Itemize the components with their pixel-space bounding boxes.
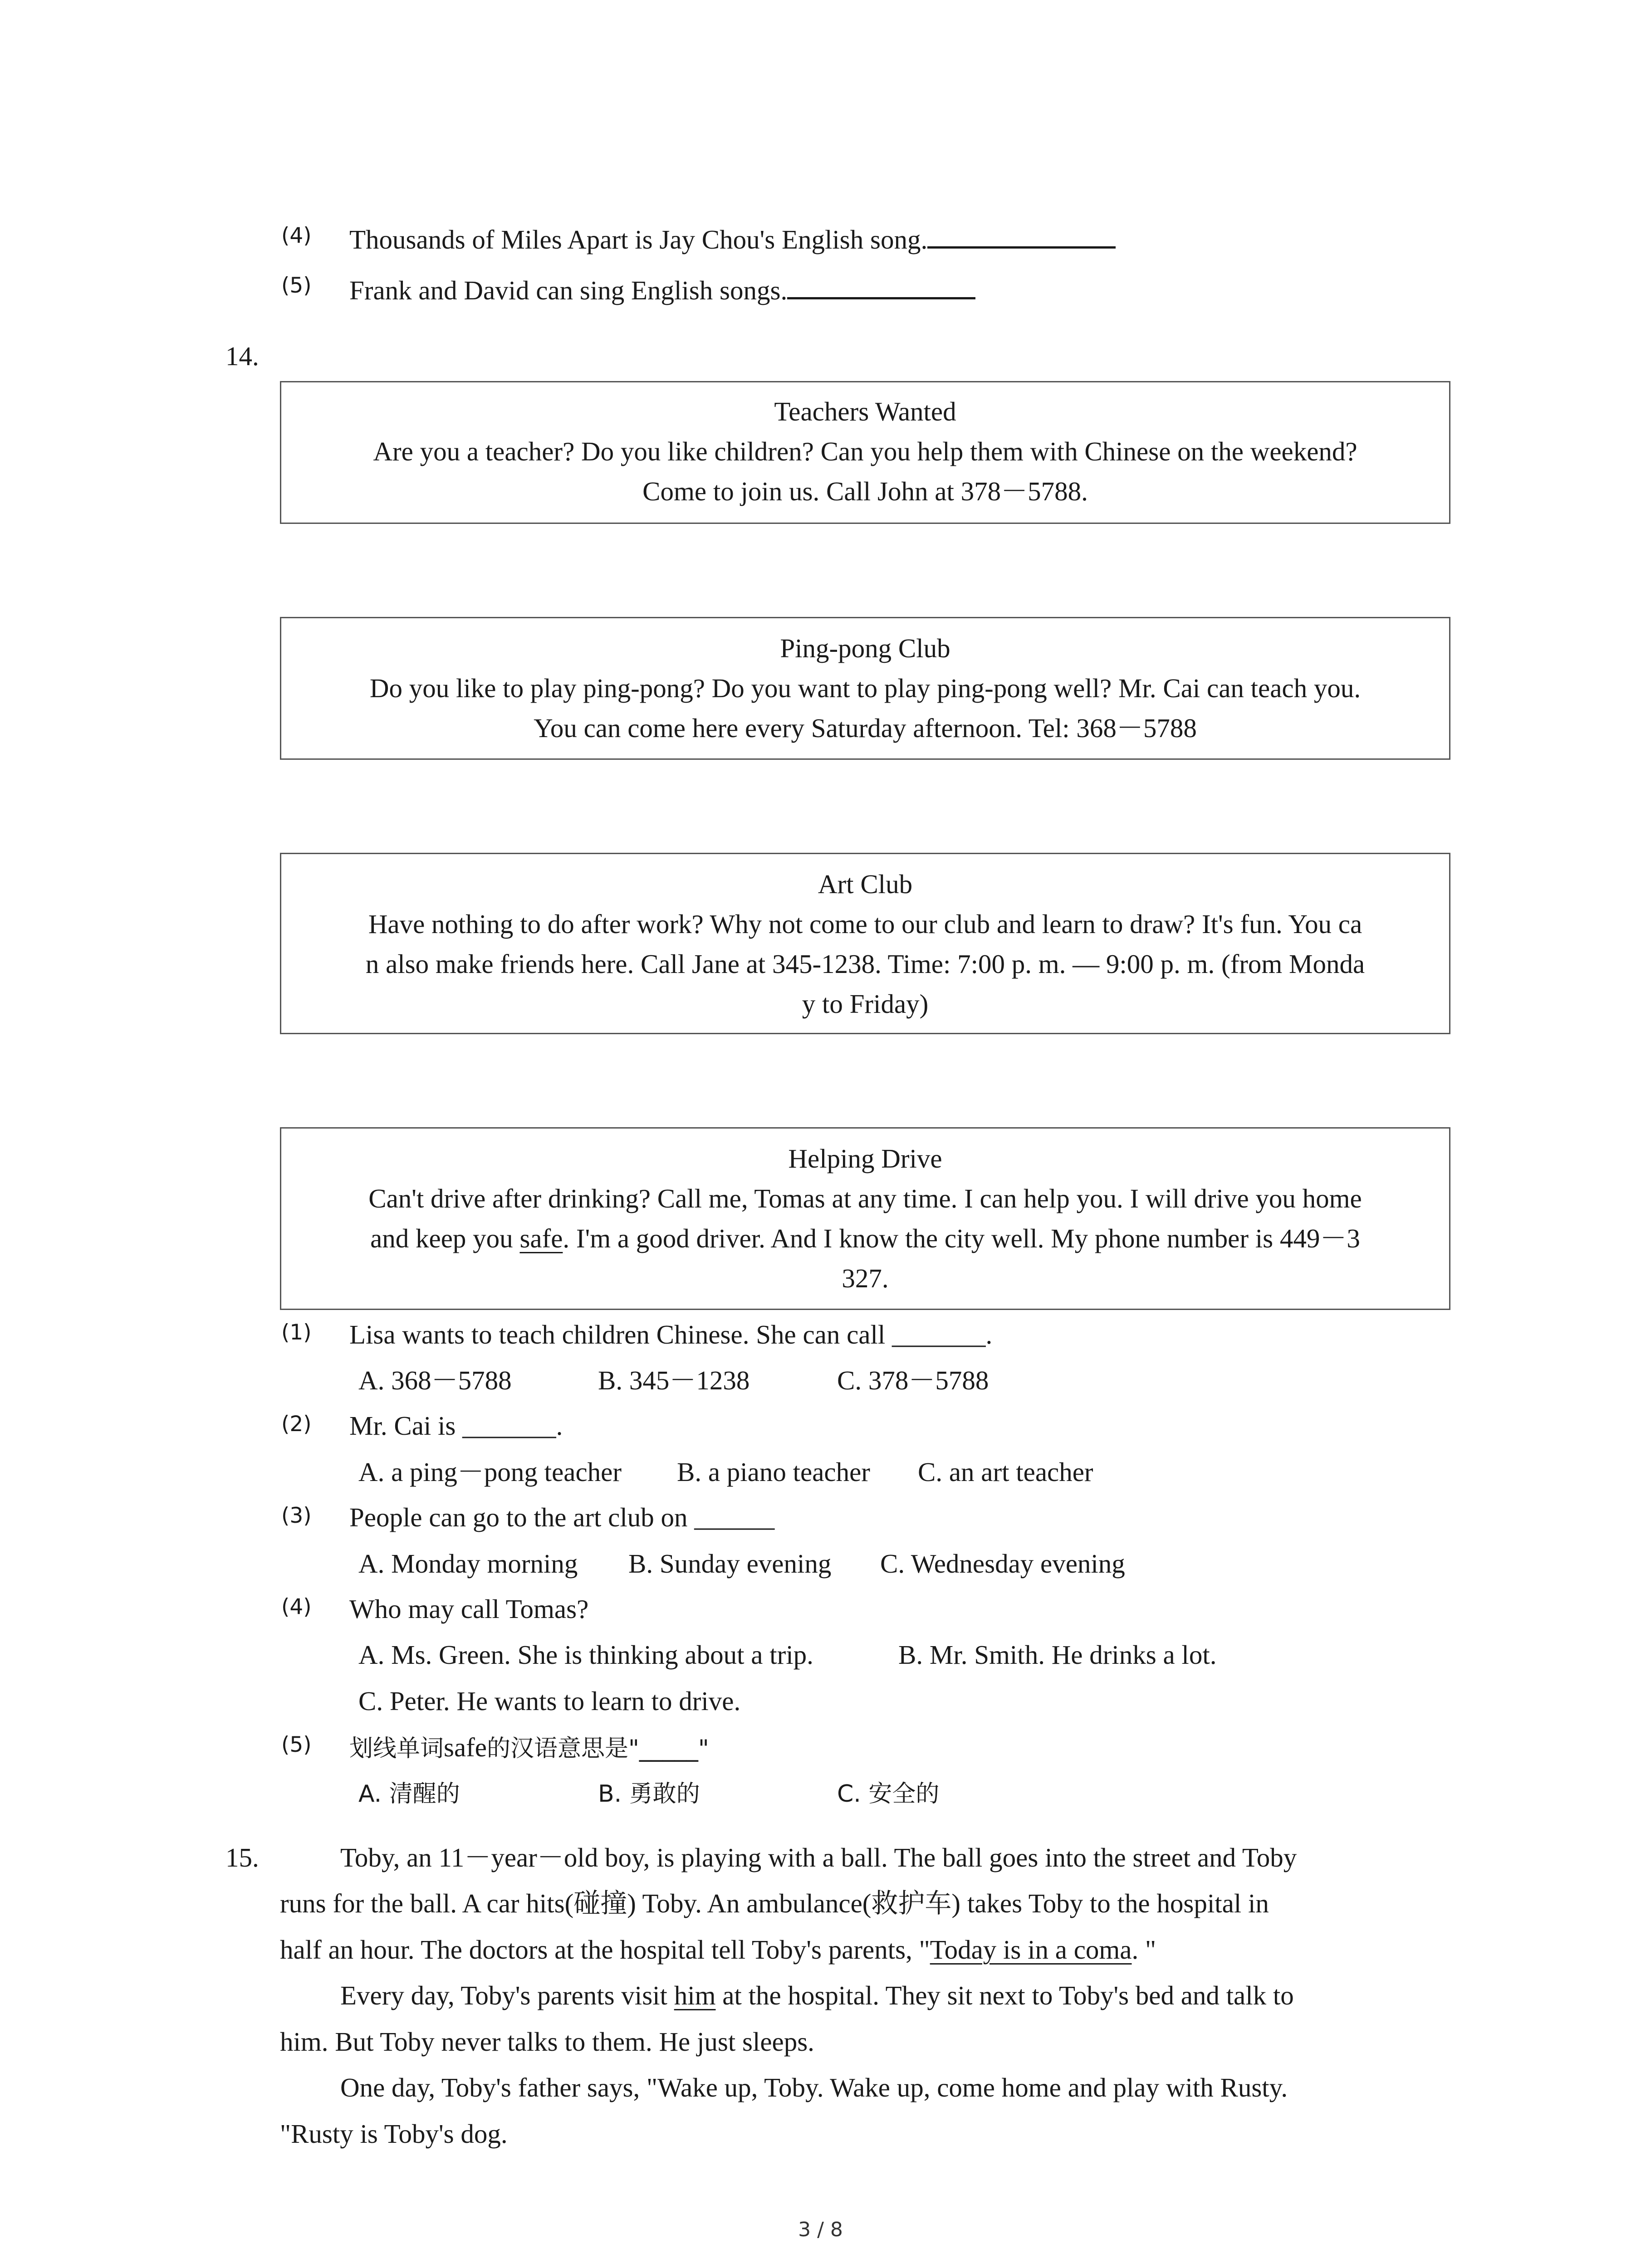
ad-body-text: . I'm a good driver. And I know the city well. My phone number is 449－3 327. [563, 1223, 1360, 1293]
question-text: Who may call Tomas? [349, 1594, 589, 1624]
option-a[interactable]: A. 清醒的 [358, 1780, 460, 1808]
option-c[interactable]: C. Peter. He wants to learn to drive. [358, 1686, 741, 1716]
option-b[interactable]: B. Mr. Smith. He drinks a lot. [898, 1640, 1217, 1670]
underlined-word: safe [519, 1223, 563, 1253]
underlined-phrase: Today is in a coma [930, 1935, 1132, 1965]
option-c[interactable]: C. Wednesday evening [880, 1549, 1125, 1579]
option-a[interactable]: A. a ping－pong teacher [358, 1457, 622, 1487]
ad-title: Helping Drive [788, 1144, 942, 1173]
passage-line: him. But Toby never talks to them. He just sleeps. [280, 2027, 814, 2057]
passage-text: half an hour. The doctors at the hospital tell Toby's parents, " [280, 1935, 930, 1965]
passage-line: One day, Toby's father says, "Wake up, Toby. Wake up, come home and play with Rusty. [340, 2072, 1288, 2102]
option-a[interactable]: A. Monday morning [358, 1549, 578, 1579]
question-text [349, 1729, 709, 1767]
passage-line: Toby, an 11－year－old boy, is playing with a ball. The ball goes into the street and Toby [340, 1843, 1297, 1872]
passage-text: at the hospital. They sit next to Toby's bed and talk to [715, 1980, 1294, 2010]
question-number: (4) [281, 1594, 312, 1619]
question-number: (5) [281, 1732, 312, 1757]
statement-5 [349, 271, 975, 308]
page-number: 3 / 8 [798, 2218, 843, 2241]
ad-teachers-wanted [280, 381, 1450, 524]
option-c[interactable]: C. 安全的 [837, 1780, 940, 1808]
question-text: Lisa wants to teach children Chinese. She can call _______. [349, 1320, 993, 1349]
question-text: Mr. Cai is _______. [349, 1411, 563, 1441]
question-number: (2) [281, 1412, 312, 1437]
question-text-cn: 划线单词 [349, 1735, 444, 1762]
passage-line [280, 1931, 1156, 1968]
ad-art-club [280, 853, 1450, 1034]
option-b[interactable]: B. a piano teacher [677, 1457, 870, 1487]
question-text-en: safe [444, 1732, 487, 1762]
item-number: (5) [281, 273, 312, 298]
passage-line: "Rusty is Toby's dog. [280, 2119, 508, 2149]
ad-body [281, 1178, 1449, 1298]
question-text-cn: 的汉语意思是"_____" [487, 1735, 709, 1762]
option-a[interactable]: A. 368－5788 [358, 1365, 512, 1395]
item-number: (4) [281, 223, 312, 248]
question-number: 15. [225, 1843, 259, 1872]
option-a[interactable]: A. Ms. Green. She is thinking about a trip. [358, 1640, 813, 1670]
question-text: People can go to the art club on ______ [349, 1502, 775, 1532]
option-b[interactable]: B. Sunday evening [628, 1549, 832, 1579]
passage-line: runs for the ball. A car hits(碰撞) Toby. An ambulance(救护车) takes Toby to the hospital in [280, 1888, 1269, 1918]
ad-title: Teachers Wanted [774, 396, 956, 426]
ad-body: Are you a teacher? Do you like children? Can you help them with Chinese on the weekend? Come to join us. Call John at 378－5788. [373, 436, 1357, 506]
statement-4 [349, 220, 1116, 258]
option-c[interactable]: C. 378－5788 [837, 1365, 989, 1395]
passage-line [340, 1977, 1294, 2014]
statement-text: Thousands of Miles Apart is Jay Chou's English song. [349, 225, 928, 254]
passage-text: . " [1132, 1935, 1156, 1965]
ad-ping-pong-club [280, 617, 1450, 760]
statement-text: Frank and David can sing English songs. [349, 275, 788, 305]
ad-body: Have nothing to do after work? Why not come to our club and learn to draw? It's fun. You ca n also make friends here. Call Jane at 345-1238. Time: 7:00 p. m. — 9:00 p. m. (from Monda y to Friday) [365, 909, 1365, 1019]
answer-blank[interactable] [787, 271, 975, 299]
ad-title: Ping-pong Club [780, 633, 950, 663]
option-b[interactable]: B. 勇敢的 [598, 1780, 700, 1808]
option-c[interactable]: C. an art teacher [918, 1457, 1093, 1487]
underlined-word: him [674, 1980, 716, 2010]
option-b[interactable]: B. 345－1238 [598, 1365, 750, 1395]
ad-helping-drive [280, 1127, 1450, 1310]
ad-body-text: Can't drive after drinking? Call me, Tomas at any time. I can help you. I will drive you home and keep you [368, 1183, 1362, 1253]
passage-text: Every day, Toby's parents visit [340, 1980, 674, 2010]
answer-blank[interactable] [927, 220, 1116, 249]
question-number: 14. [225, 341, 259, 371]
ad-title: Art Club [818, 869, 913, 899]
question-number: (3) [281, 1503, 312, 1528]
ad-body: Do you like to play ping-pong? Do you want to play ping-pong well? Mr. Cai can teach you. You can come here every Saturday afternoon. Tel: 368－5788 [369, 673, 1361, 743]
question-number: (1) [281, 1320, 312, 1345]
